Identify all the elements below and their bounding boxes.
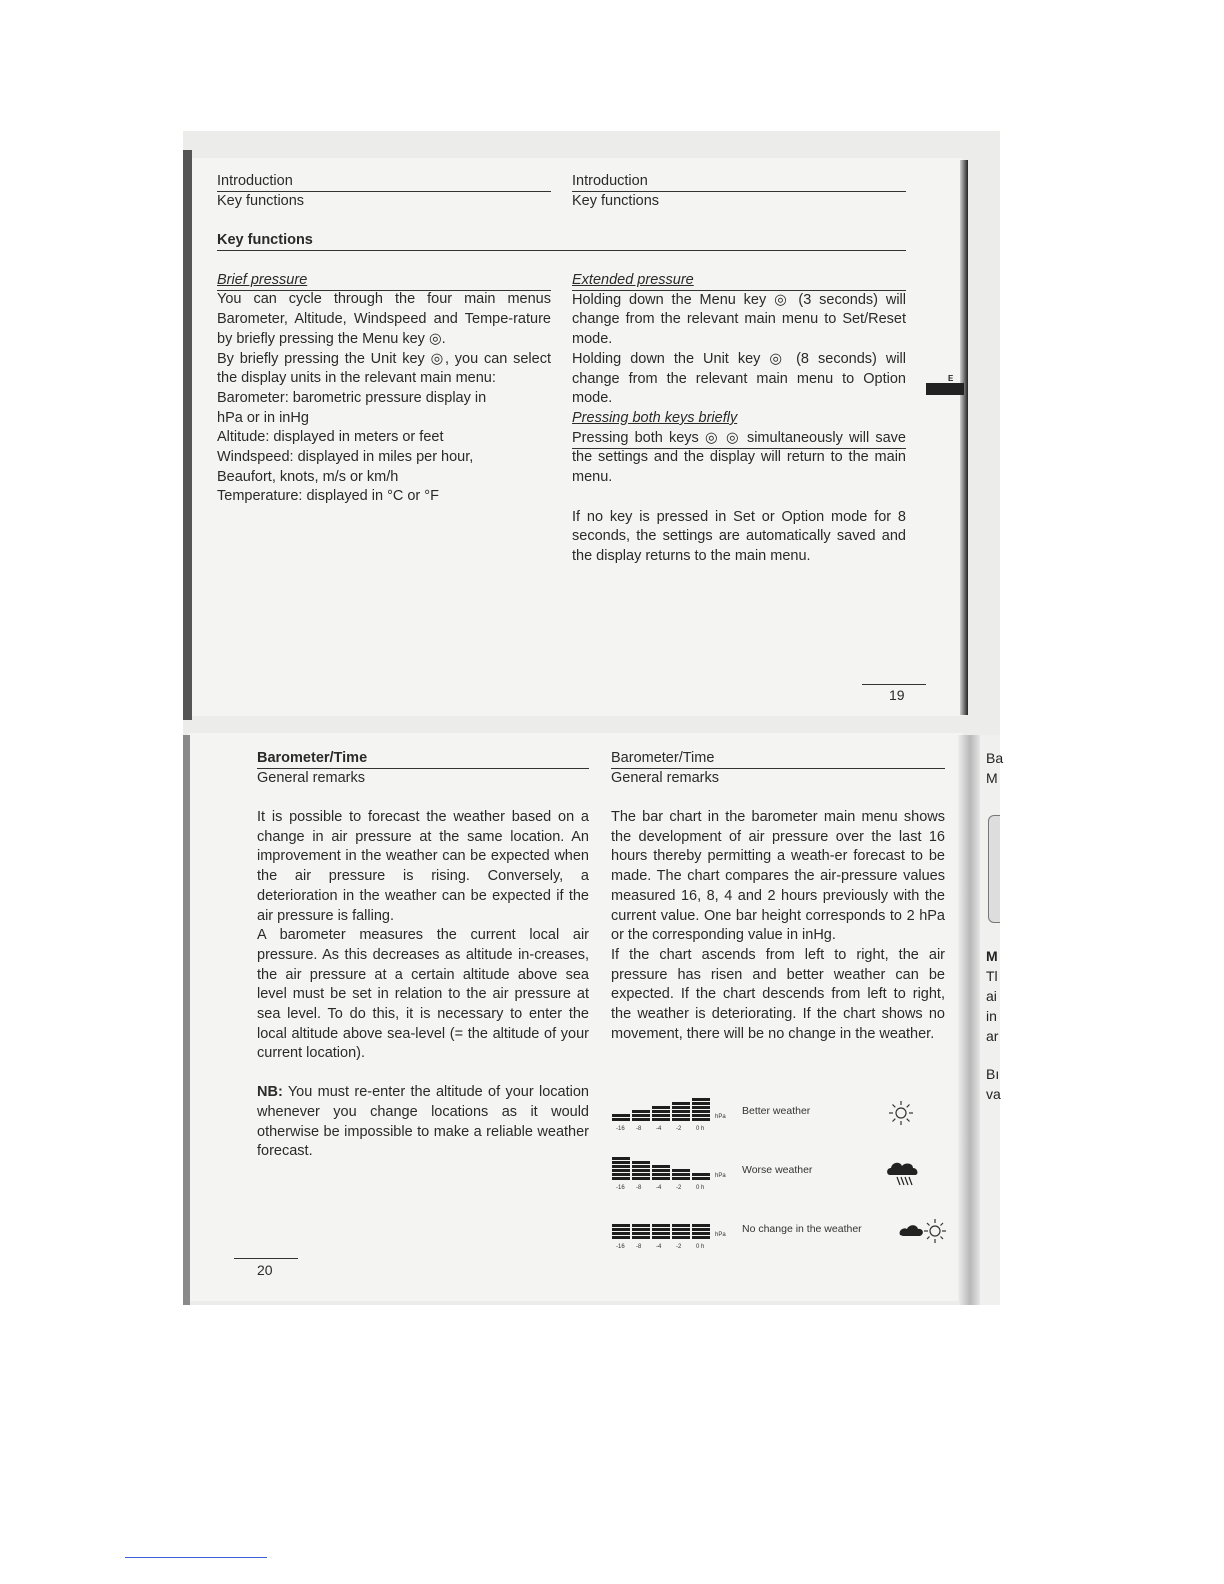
- bar-chart: [612, 1151, 742, 1191]
- header-rule: [257, 768, 589, 769]
- bar-segment: [672, 1102, 690, 1105]
- bar-segment: [632, 1169, 650, 1172]
- axis-tick-label: 0 h: [696, 1244, 705, 1250]
- trend-diagram-worse: [612, 1151, 947, 1191]
- next-page-text: M: [986, 948, 998, 964]
- bar-segment: [672, 1177, 690, 1180]
- paragraph: A barometer measures the current local air pressure. As this decreases as altitude in-creases, the air pressure at a certain altitude above sea level must be set in relation to the air pressure at sea level. To do this, it is necessary to enter the local altitude above sea-level (= the altitude of your current location).: [257, 927, 589, 1062]
- bar-segment: [612, 1114, 630, 1117]
- nb-paragraph: [257, 1083, 589, 1162]
- bar-segment: [652, 1106, 670, 1109]
- page-20-edge-shadow: [958, 735, 982, 1305]
- bar-segment: [632, 1177, 650, 1180]
- bar-segment: [612, 1157, 630, 1160]
- page-19-spine: [183, 150, 192, 720]
- page-19-left-column: [217, 231, 551, 507]
- bar-segment: [652, 1177, 670, 1180]
- paragraph: It is possible to forecast the weather based on a change in air pressure at the same location. An improvement in the weather can be expected when the air pressure is rising. Conversely, a deterioration in the weather can be expected if the air pressure is falling.: [257, 809, 589, 924]
- page-number: 20: [257, 1262, 273, 1278]
- bar-segment: [692, 1236, 710, 1239]
- cloud-sun-icon: [898, 1218, 948, 1244]
- page-20-left-column: [257, 808, 589, 1162]
- paragraph: Holding down the Menu key ◎ (3 seconds) will change from the relevant main menu to Set/Reset mode.: [572, 291, 906, 348]
- bar-segment: [692, 1173, 710, 1176]
- trend-diagram-no-change: [612, 1210, 947, 1250]
- page-19-right-column: [572, 271, 906, 567]
- rain-cloud-icon: [884, 1157, 924, 1189]
- bar-segment: [632, 1118, 650, 1121]
- bar-segment: [692, 1106, 710, 1109]
- bar-segment: [672, 1106, 690, 1109]
- subheading-rule: [572, 290, 906, 291]
- bar-segment: [612, 1177, 630, 1180]
- bar-segment: [612, 1236, 630, 1239]
- axis-tick-label: -16: [616, 1126, 625, 1132]
- unit-label: hPa: [715, 1173, 726, 1179]
- bar-segment: [652, 1232, 670, 1235]
- bar-segment: [692, 1232, 710, 1235]
- page-number-rule: [234, 1258, 298, 1259]
- axis-tick-label: -16: [616, 1185, 625, 1191]
- line: Temperature: displayed in °C or °F: [217, 488, 439, 505]
- subheading-both-keys: Pressing both keys briefly: [572, 409, 738, 426]
- bar-segment: [672, 1169, 690, 1172]
- bar-segment: [652, 1165, 670, 1168]
- subheading-rule: [572, 448, 906, 449]
- header-rule: [572, 191, 906, 192]
- paragraph: If no key is pressed in Set or Option mode for 8 seconds, the settings are automatically saved and the display returns to the main menu.: [572, 508, 906, 565]
- section-heading: Key functions: [217, 232, 313, 248]
- bar-segment: [672, 1110, 690, 1113]
- bar-segment: [692, 1224, 710, 1227]
- bar-segment: [692, 1114, 710, 1117]
- axis-tick-label: -4: [656, 1244, 662, 1250]
- bar-segment: [632, 1173, 650, 1176]
- line: Barometer: barometric pressure display in: [217, 389, 487, 406]
- sun-icon: [888, 1100, 914, 1126]
- page-number-rule: [862, 684, 926, 685]
- header-subtitle: Key functions: [572, 192, 660, 209]
- axis-tick-label: -4: [656, 1185, 662, 1191]
- header-title: Barometer/Time: [257, 750, 368, 766]
- header-title: Introduction: [572, 173, 648, 189]
- bar-segment: [672, 1173, 690, 1176]
- paragraph: If the chart ascends from left to right, the air pressure has risen and better weather can be expected. If the chart descends from left to right, the weather is deteriorating. If the chart shows no movement, there will be no change in the weather.: [611, 946, 945, 1042]
- bar-segment: [652, 1118, 670, 1121]
- bar-segment: [632, 1228, 650, 1231]
- next-page-text: Bı: [986, 1066, 1000, 1082]
- header-subtitle: Key functions: [217, 192, 305, 209]
- footer-link-line: [125, 1557, 267, 1558]
- header-title: Introduction: [217, 173, 293, 189]
- bar-segment: [672, 1228, 690, 1231]
- bar-chart: [612, 1210, 742, 1250]
- axis-tick-label: -2: [676, 1244, 682, 1250]
- bar-segment: [652, 1169, 670, 1172]
- bar-segment: [612, 1161, 630, 1164]
- bar-segment: [692, 1118, 710, 1121]
- nb-label: NB:: [257, 1084, 283, 1101]
- axis-tick-label: -8: [636, 1185, 642, 1191]
- page-20-right-column: [611, 808, 945, 1044]
- axis-tick-label: -8: [636, 1244, 642, 1250]
- paragraph: You can cycle through the four main menus Barometer, Altitude, Windspeed and Tempe-rature by briefly pressing the Menu key ◎.: [217, 291, 551, 347]
- line: hPa or in inHg: [217, 409, 309, 426]
- bar-segment: [612, 1228, 630, 1231]
- trend-diagram-better: [612, 1092, 947, 1132]
- bar-segment: [692, 1177, 710, 1180]
- trend-label: Worse weather: [742, 1164, 813, 1176]
- bar-segment: [612, 1173, 630, 1176]
- bar-segment: [632, 1161, 650, 1164]
- paragraph: By briefly pressing the Unit key ◎, you can select the display units in the relevant main menu:: [217, 350, 551, 387]
- bar-segment: [612, 1169, 630, 1172]
- bar-segment: [612, 1224, 630, 1227]
- trend-label: Better weather: [742, 1105, 811, 1117]
- bar-segment: [632, 1110, 650, 1113]
- next-page-text: Tl: [986, 968, 998, 984]
- paragraph: The bar chart in the barometer main menu shows the development of air pressure over the last 16 hours thereby permitting a weath-er forecast to be made. The chart compares the air-pressure values measured 16, 8, 4 and 2 hours previously with the current value. One bar height corresponds to 2 hPa or the corresponding value in inHg.: [611, 809, 945, 944]
- next-page-text: ai: [986, 988, 997, 1004]
- bar-segment: [632, 1232, 650, 1235]
- nb-text: You must re-enter the altitude of your location whenever you change locations as it would otherwise be impossible to make a reliable weather forecast.: [257, 1084, 589, 1160]
- bar-segment: [612, 1165, 630, 1168]
- next-page-text: va: [986, 1086, 1001, 1102]
- axis-tick-label: -8: [636, 1126, 642, 1132]
- trend-label: No change in the weather: [742, 1223, 862, 1235]
- bar-segment: [652, 1224, 670, 1227]
- axis-tick-label: -2: [676, 1126, 682, 1132]
- bar-segment: [672, 1224, 690, 1227]
- subheading-brief-pressure: Brief pressure: [217, 271, 308, 288]
- bar-segment: [692, 1102, 710, 1105]
- paragraph: Holding down the Unit key ◎ (8 seconds) will change from the relevant main menu to Option mode.: [572, 350, 906, 407]
- bar-segment: [652, 1173, 670, 1176]
- next-page-text: M: [986, 770, 998, 786]
- bar-chart: [612, 1092, 742, 1132]
- bar-segment: [672, 1236, 690, 1239]
- header-subtitle: General remarks: [257, 769, 365, 786]
- line: Altitude: displayed in meters or feet: [217, 429, 444, 446]
- bar-segment: [612, 1118, 630, 1121]
- header-rule: [611, 768, 945, 769]
- section-rule: [217, 250, 906, 251]
- header-subtitle: General remarks: [611, 769, 719, 786]
- bar-segment: [672, 1114, 690, 1117]
- page-20-spine: [183, 735, 190, 1305]
- bar-segment: [692, 1110, 710, 1113]
- page-number: 19: [889, 687, 905, 703]
- bar-segment: [692, 1098, 710, 1101]
- line: Windspeed: displayed in miles per hour,: [217, 449, 474, 466]
- next-page-text: Ba: [986, 750, 1004, 766]
- next-page-text: in: [986, 1008, 997, 1024]
- page-19-edge-shadow: [960, 160, 968, 715]
- unit-label: hPa: [715, 1232, 726, 1238]
- subheading-extended-pressure: Extended pressure: [572, 272, 694, 288]
- bar-segment: [632, 1236, 650, 1239]
- axis-tick-label: 0 h: [696, 1185, 705, 1191]
- bar-segment: [632, 1165, 650, 1168]
- bar-segment: [632, 1224, 650, 1227]
- section-tab-letter: E: [948, 374, 954, 383]
- section-tab-marker: [926, 374, 964, 395]
- header-title: Barometer/Time: [611, 750, 715, 766]
- paragraph: Pressing both keys ◎ ◎ simultaneously will save the settings and the display will return to the main menu.: [572, 429, 906, 486]
- axis-tick-label: -16: [616, 1244, 625, 1250]
- bar-segment: [612, 1232, 630, 1235]
- subheading-rule: [217, 290, 551, 291]
- bar-segment: [632, 1114, 650, 1117]
- header-rule: [217, 191, 551, 192]
- axis-tick-label: 0 h: [696, 1126, 705, 1132]
- bar-segment: [652, 1114, 670, 1117]
- bar-segment: [652, 1236, 670, 1239]
- unit-label: hPa: [715, 1114, 726, 1120]
- axis-tick-label: -4: [656, 1126, 662, 1132]
- bar-segment: [672, 1118, 690, 1121]
- bar-segment: [672, 1232, 690, 1235]
- bar-segment: [692, 1228, 710, 1231]
- bar-segment: [652, 1110, 670, 1113]
- next-page-text: ar: [986, 1028, 999, 1044]
- axis-tick-label: -2: [676, 1185, 682, 1191]
- bar-segment: [652, 1228, 670, 1231]
- line: Beaufort, knots, m/s or km/h: [217, 468, 399, 485]
